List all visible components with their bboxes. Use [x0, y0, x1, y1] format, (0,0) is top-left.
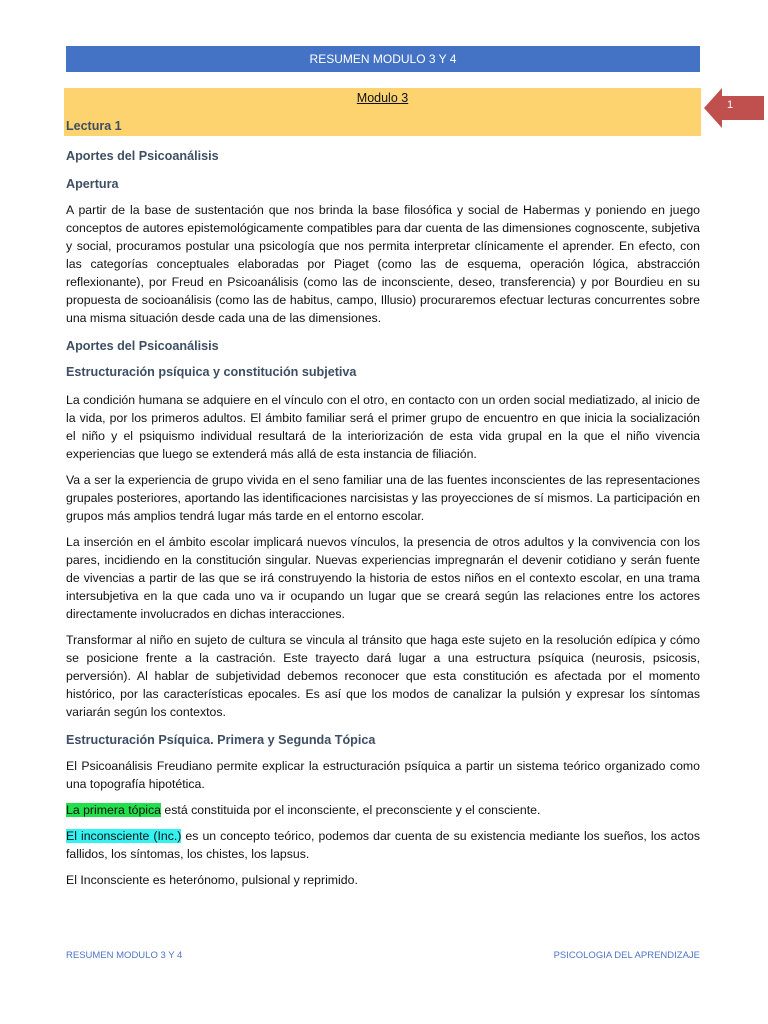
module-header-block	[64, 88, 701, 136]
paragraph-inconsciente	[66, 827, 700, 863]
document-banner: RESUMEN MODULO 3 Y 4	[66, 46, 700, 72]
paragraph-insercion-escolar: La inserción en el ámbito escolar implicará nuevos vínculos, la presencia de otros adultos y la convivencia con los pares, incidiendo en la constitución singular. Nuevas experiencias impregnarán el devenir cotidiano y serán fuente de vivencias a partir de las que se irá construyendo la historia de estos niños en el contexto escolar, en una trama intersubjetiva en la que cada uno va ir ocupando un lugar que se creará según las relaciones entre los actores directamente involucrados en dichas interacciones.	[66, 535, 700, 621]
paragraph-heteronomo: El Inconsciente es heterónomo, pulsional y reprimido.	[66, 873, 358, 887]
module-title: Modulo 3	[356, 91, 409, 105]
document-content	[66, 147, 700, 889]
paragraph-grupo-familiar: Va a ser la experiencia de grupo vivida en el seno familiar una de las fuentes inconscientes de las representaciones grupales posteriores, aportando las identificaciones narcisistas y las proyecciones de sí mismos. La participación en grupos más amplios tendrá lugar más tarde en el entorno escolar.	[66, 473, 700, 523]
heading-estructuracion: Estructuración psíquica y constitución subjetiva	[66, 365, 357, 379]
heading-topica: Estructuración Psíquica. Primera y Segunda Tópica	[66, 733, 376, 747]
lecture-title: Lectura 1	[66, 119, 122, 133]
heading-aportes-2: Aportes del Psicoanálisis	[66, 339, 219, 353]
footer-left-title: RESUMEN MODULO 3 Y 4	[66, 950, 183, 961]
heading-apertura: Apertura	[66, 177, 119, 191]
paragraph-sujeto-de-cultura: Transformar al niño en sujeto de cultura se vincula al tránsito que haga este sujeto en la resolución edípica y cómo se posicione frente a la castración. Este trayecto dará lugar a una estructura psíquica (neurosis, psicosis, perversión). Al hablar de subjetividad debemos reconocer que esta constitución es afectada por el momento histórico, por las características epocales. Es así que los modos de canalizar la pulsión y expresar los síntomas variarán según los contextos.	[66, 633, 700, 719]
highlight-inconsciente: El inconsciente (Inc.)	[66, 829, 182, 843]
paragraph-inconsciente-text: es un concepto teórico, podemos dar cuenta de su existencia mediante los sueños, los actos fallidos, los síntomas, los chistes, los lapsus.	[66, 829, 700, 861]
paragraph-psicoanalisis-freudiano: El Psicoanálisis Freudiano permite explicar la estructuración psíquica a partir un sistema teórico organizado como una topografía hipotética.	[66, 759, 700, 791]
footer-right-title: PSICOLOGIA DEL APRENDIZAJE	[553, 950, 700, 961]
paragraph-primera-topica-text: está constituida por el inconsciente, el preconsciente y el consciente.	[161, 803, 541, 817]
highlight-primera-topica: La primera tópica	[66, 803, 162, 817]
paragraph-condicion-humana: La condición humana se adquiere en el vínculo con el otro, en contacto con un orden social mediatizado, al inicio de la vida, por los primeros adultos. El ámbito familiar será el primer grupo de encuentro en que inicia la socialización el niño y el psiquismo individual resultará de la interiorización de esta vida grupal en la que el niño vivencia experiencias que luego se extenderá más allá de esta instancia de filiación.	[66, 393, 700, 461]
paragraph-primera-topica	[66, 801, 700, 819]
heading-aportes-1: Aportes del Psicoanálisis	[66, 149, 219, 163]
paragraph-apertura: A partir de la base de sustentación que nos brinda la base filosófica y social de Habermas y poniendo en juego conceptos de autores epistemológicamente compatibles para dar cuenta de las dimensiones cognoscente, subjetiva y social, procuramos postular una psicología que nos permita interpretar clínicamente el aprender. En efecto, con las categorías conceptuales elaboradas por Piaget (como las de esquema, operación lógica, abstracción reflexionante), por Freud en Psicoanálisis (como las de inconsciente, deseo, transferencia) y por Bourdieu en su propuesta de socioanálisis (como las de habitus, campo, Illusio) procuraremos efectuar lecturas concurrentes sobre una misma situación desde cada una de las dimensiones.	[66, 203, 700, 325]
page-number: 1	[726, 99, 734, 111]
